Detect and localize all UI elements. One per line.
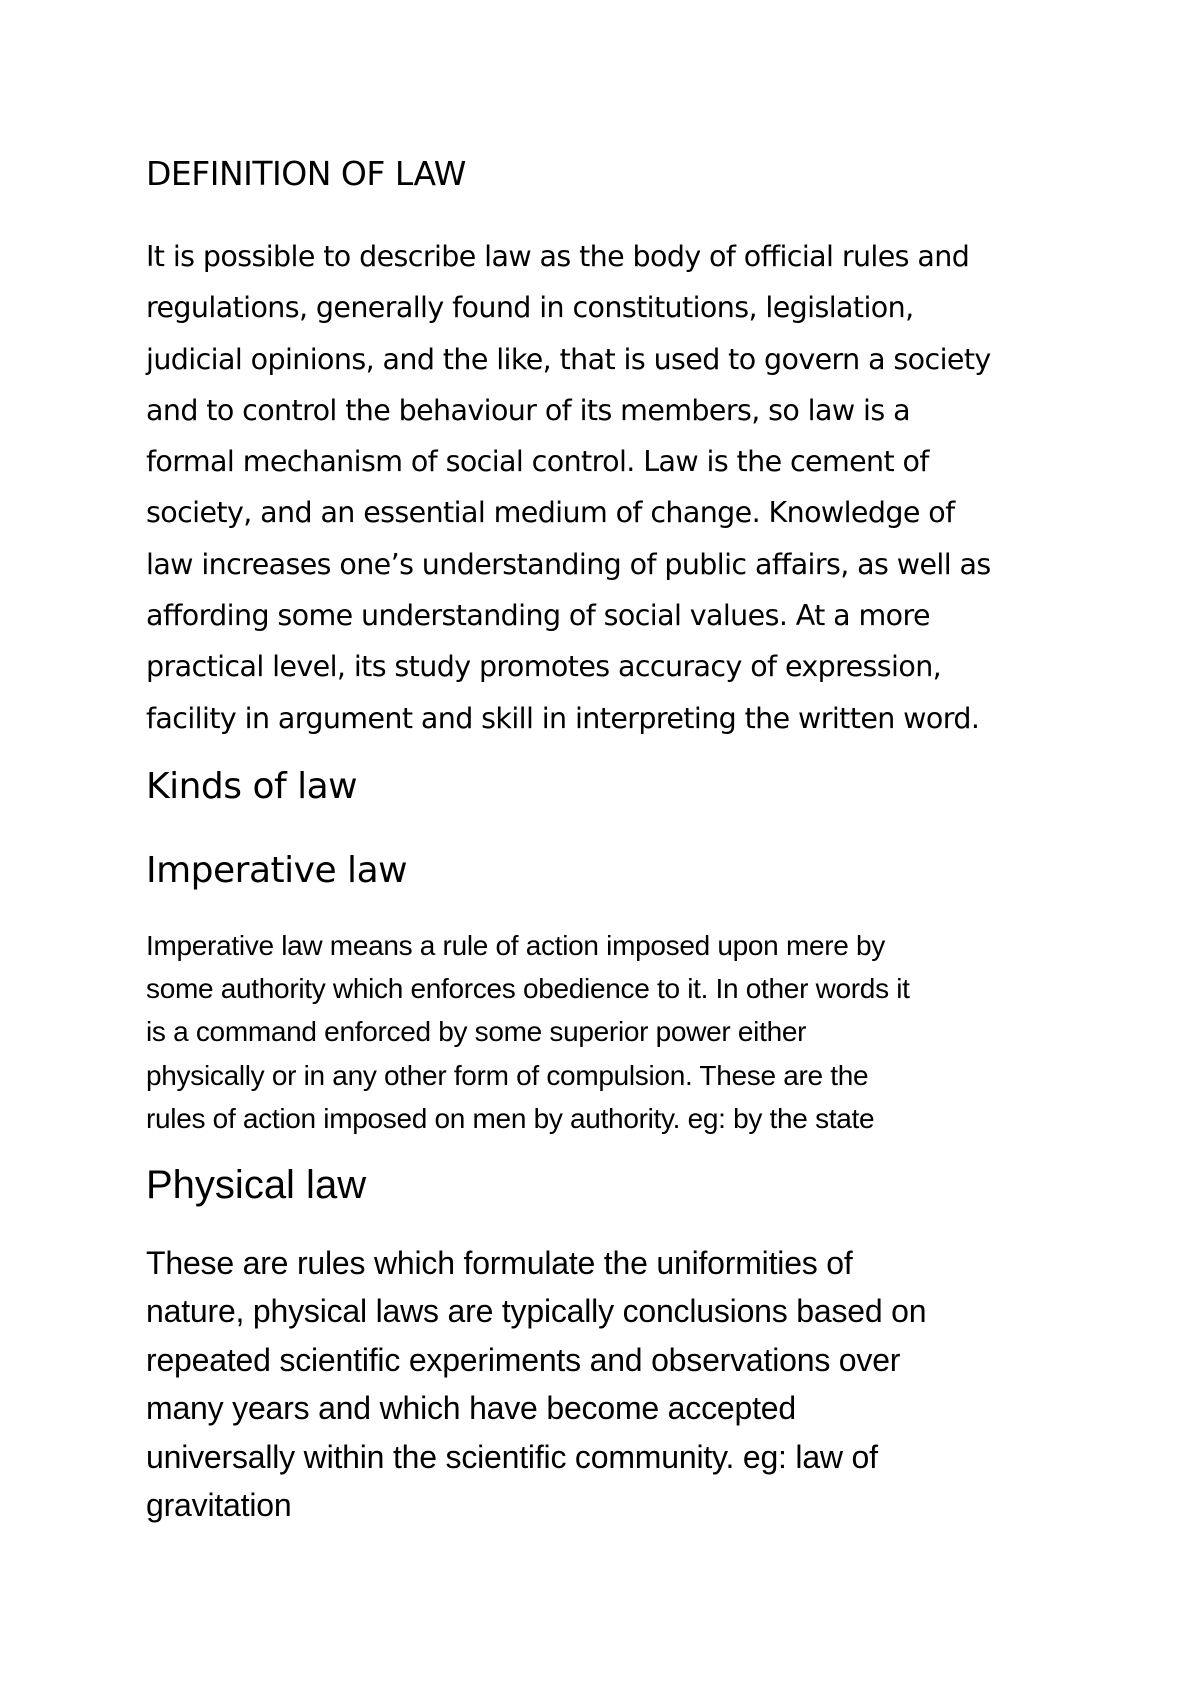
definition-paragraph bbox=[146, 231, 1066, 744]
paragraph-line: physically or in any other form of compulsion. These are the bbox=[146, 1059, 869, 1091]
paragraph-line: and to control the behaviour of its members, so law is a bbox=[146, 393, 910, 427]
kinds-of-law-heading: Kinds of law bbox=[146, 766, 358, 807]
physical-law-heading: Physical law bbox=[146, 1163, 367, 1207]
paragraph-line: These are rules which formulate the uniformities of bbox=[146, 1245, 853, 1281]
imperative-law-paragraph bbox=[146, 924, 1066, 1140]
paragraph-line: judicial opinions, and the like, that is used to govern a society bbox=[146, 342, 991, 376]
imperative-law-heading: Imperative law bbox=[146, 850, 408, 891]
physical-law-paragraph bbox=[146, 1239, 1066, 1529]
paragraph-line: society, and an essential medium of change. Knowledge of bbox=[146, 496, 955, 530]
document-title: DEFINITION OF LAW bbox=[146, 154, 466, 193]
paragraph-line: universally within the scientific community. eg: law of bbox=[146, 1438, 878, 1475]
paragraph-line: formal mechanism of social control. Law is the cement of bbox=[146, 445, 929, 479]
paragraph-line: nature, physical laws are typically conclusions based on bbox=[146, 1293, 927, 1330]
paragraph-line: practical level, its study promotes accuracy of expression, bbox=[146, 650, 942, 684]
paragraph-line: facility in argument and skill in interpreting the written word. bbox=[146, 701, 980, 735]
paragraph-line: many years and which have become accepted bbox=[146, 1390, 796, 1427]
paragraph-line: rules of action imposed on men by authority. eg: by the state bbox=[146, 1102, 875, 1134]
paragraph-line: It is possible to describe law as the body of official rules and bbox=[146, 240, 970, 273]
paragraph-line: gravitation bbox=[146, 1487, 292, 1524]
paragraph-line: law increases one’s understanding of public affairs, as well as bbox=[146, 547, 991, 581]
paragraph-line: affording some understanding of social values. At a more bbox=[146, 599, 930, 633]
paragraph-line: repeated scientific experiments and observations over bbox=[146, 1341, 901, 1378]
paragraph-line: Imperative law means a rule of action imposed upon mere by bbox=[146, 930, 885, 961]
paragraph-line: some authority which enforces obedience to it. In other words it bbox=[146, 973, 910, 1005]
paragraph-line: is a command enforced by some superior power either bbox=[146, 1016, 807, 1048]
paragraph-line: regulations, generally found in constitutions, legislation, bbox=[146, 291, 914, 325]
